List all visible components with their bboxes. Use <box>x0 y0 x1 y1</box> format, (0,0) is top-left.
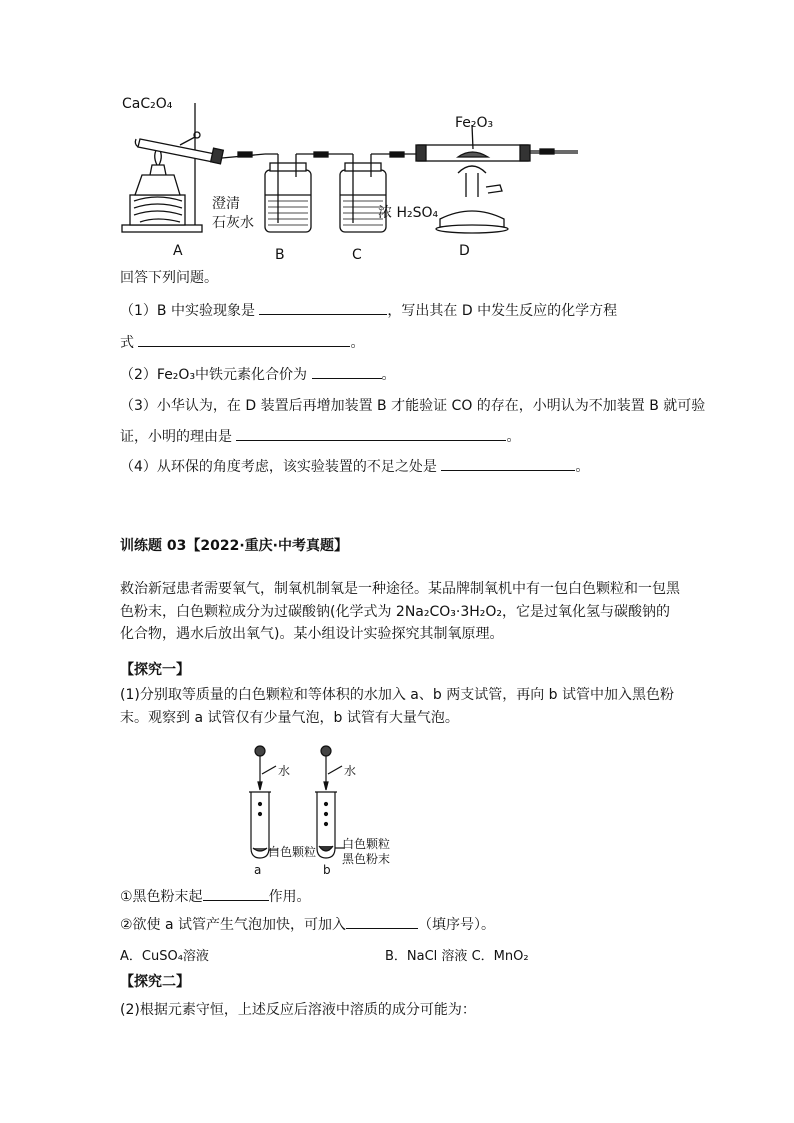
question-1-text-a: （1）B 中实验现象是 <box>120 303 255 319</box>
sub-question-2-end: （填序号）。 <box>418 917 496 933</box>
question-1-end: 。 <box>350 335 365 351</box>
tube-b-content-label-1: 白色颗粒 <box>342 837 391 851</box>
answer-blank-1a[interactable] <box>259 300 387 315</box>
sub-question-2-text: ②欲使 a 试管产生气泡加快，可加入 <box>120 917 347 933</box>
explore-2-title: 【探究二】 <box>120 974 190 990</box>
oxide-label: Fe₂O₃ <box>455 115 494 131</box>
answer-blank-4[interactable] <box>441 456 575 471</box>
question-2-text: （2）Fe₂O₃中铁元素化合价为 <box>120 367 308 383</box>
sub-question-2 <box>120 914 680 935</box>
tube-b-letter: b <box>323 863 331 877</box>
apparatus-diagram <box>100 95 600 240</box>
reactant-label: CaC₂O₄ <box>122 96 173 112</box>
water-label-a: 水 <box>278 764 291 778</box>
question-2-end: 。 <box>381 367 396 383</box>
question-3-end: 。 <box>506 429 521 445</box>
sub-question-1 <box>120 886 680 907</box>
answer-blank-2[interactable] <box>312 364 382 379</box>
sub-question-1-end: 作用。 <box>268 889 311 905</box>
answer-blank-1b[interactable] <box>138 332 350 347</box>
question-3-line-2 <box>120 426 680 447</box>
question-1-line-1 <box>120 300 680 321</box>
questions-intro: 回答下列问题。 <box>120 270 218 286</box>
explore-2-text: (2)根据元素守恒，上述反应后溶液中溶质的成分可能为： <box>120 1002 476 1018</box>
lime-water-label-1: 澄清 <box>212 196 240 212</box>
option-b-c: B．NaCl 溶液 C．MnO₂ <box>385 949 529 964</box>
acid-label: 浓 H₂SO₄ <box>378 205 439 221</box>
answer-blank-sub2[interactable] <box>346 914 418 929</box>
tube-a-content-label: 白色颗粒 <box>268 845 317 859</box>
question-4 <box>120 456 680 477</box>
answer-blank-sub1[interactable] <box>203 886 269 901</box>
question-1-text-c: 式 <box>120 335 134 351</box>
tube-a-letter: a <box>254 863 262 877</box>
explore-1-text: (1)分别取等质量的白色颗粒和等体积的水加入 a、b 两支试管，再向 b 试管中加入黑色粉末。观察到 a 试管仅有少量气泡，b 试管有大量气泡。 <box>120 687 674 726</box>
question-4-end: 。 <box>575 459 590 475</box>
option-a: A．CuSO₄溶液 <box>120 949 209 964</box>
question-4-text: （4）从环保的角度考虑，该实验装置的不足之处是 <box>120 459 437 475</box>
letter-c: C <box>352 247 362 263</box>
letter-b: B <box>275 247 285 263</box>
letter-a: A <box>173 243 183 259</box>
question-2 <box>120 364 680 385</box>
answer-blank-3[interactable] <box>236 426 506 441</box>
question-3-text-b: 证，小明的理由是 <box>120 429 232 445</box>
passage: 救治新冠患者需要氧气，制氧机制氧是一种途径。某品牌制氧机中有一包白色颗粒和一包黑色粉末，白色颗粒成分为过碳酸钠(化学式为 2Na₂CO₃·3H₂O₂，它是过氧化氢与碳酸钠的化合物，遇水后放出氧气)。某小组设计实验探究其制氧原理。 <box>120 581 680 642</box>
question-3-line-1: （3）小华认为，在 D 装置后再增加装置 B 才能验证 CO 的存在，小明认为不加装置 B 就可验 <box>120 398 706 414</box>
letter-d: D <box>459 243 470 259</box>
question-1-line-2 <box>120 332 680 353</box>
tube-b-content-label-2: 黑色粉末 <box>342 852 391 866</box>
explore-1-title: 【探究一】 <box>120 662 190 678</box>
water-label-b: 水 <box>344 764 357 778</box>
question-1-text-b: ，写出其在 D 中发生反应的化学方程 <box>387 303 618 319</box>
sub-question-1-text: ①黑色粉末起 <box>120 889 203 905</box>
section-title: 训练题 03【2022·重庆·中考真题】 <box>120 538 348 554</box>
lime-water-label-2: 石灰水 <box>212 215 254 231</box>
